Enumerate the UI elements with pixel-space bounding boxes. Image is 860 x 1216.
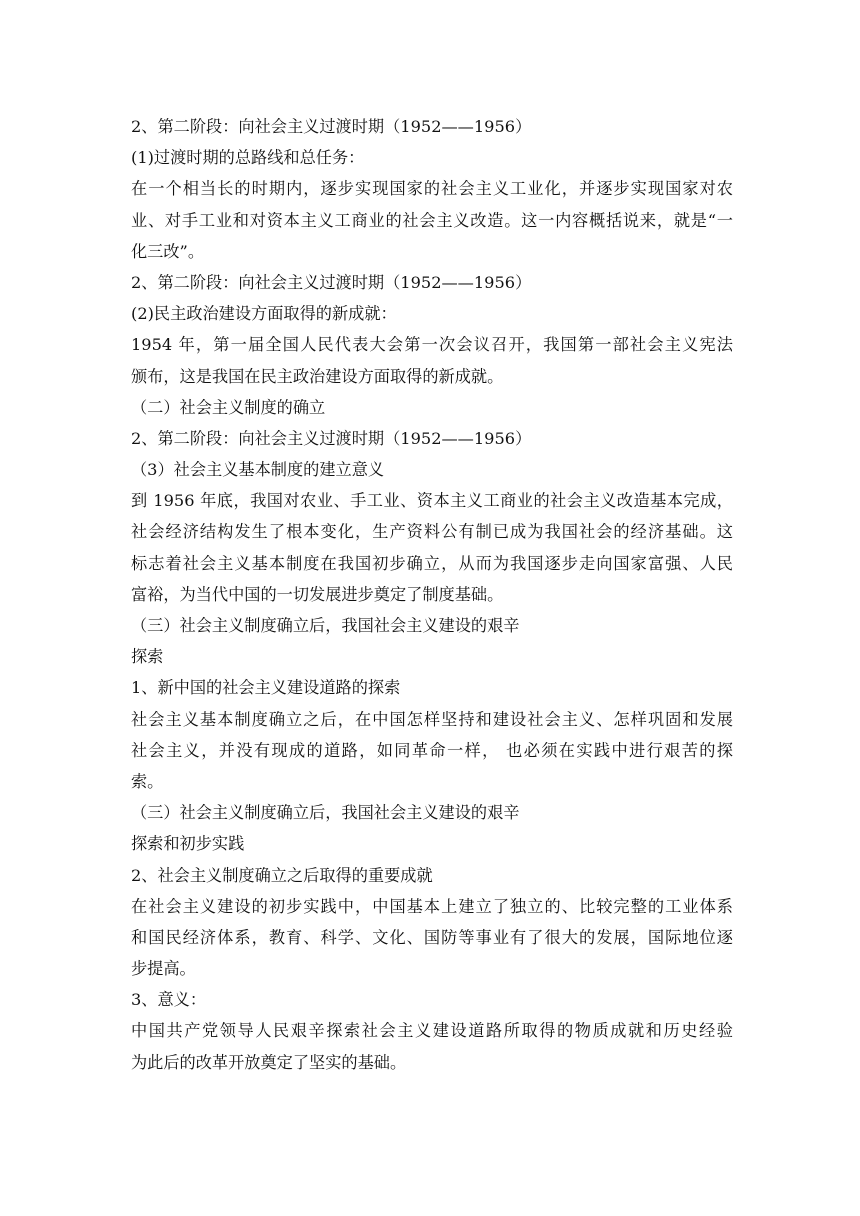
paragraph-line: 业、对手工业和对资本主义工商业的社会主义改造。这一内容概括说来，就是“一 <box>131 210 733 230</box>
paragraph-line: 在一个相当长的时期内，逐步实现国家的社会主义工业化，并逐步实现国家对农 <box>131 179 733 199</box>
document-body <box>131 111 733 1078</box>
paragraph-line: 中国共产党领导人民艰辛探索社会主义建设道路所取得的物质成就和历史经验 <box>131 1021 733 1041</box>
paragraph-line: 社会经济结构发生了根本变化，生产资料公有制已成为我国社会的经济基础。这 <box>131 522 733 542</box>
paragraph-line: 索。 <box>131 771 164 791</box>
paragraph-line: 标志着社会主义基本制度在我国初步确立，从而为我国逐步走向国家富强、人民 <box>131 553 733 573</box>
section-heading: （三）社会主义制度确立后，我国社会主义建设的艰辛 <box>131 616 520 635</box>
section-heading: 2、第二阶段：向社会主义过渡时期（1952——1956） <box>131 117 532 136</box>
subsection-heading: 3、意义： <box>131 990 207 1010</box>
paragraph-line: 颁布，这是我国在民主政治建设方面取得的新成就。 <box>131 366 504 386</box>
paragraph-line: 到 1956 年底，我国对农业、手工业、资本主义工商业的社会主义改造基本完成， <box>131 491 733 511</box>
subsection-heading: 2、社会主义制度确立之后取得的重要成就 <box>131 865 433 885</box>
subsection-heading: （3）社会主义基本制度的建立意义 <box>131 460 385 480</box>
paragraph-line: 社会主义，并没有现成的道路，如同革命一样， 也必须在实践中进行艰苦的探 <box>131 740 733 760</box>
paragraph-line: 和国民经济体系，教育、科学、文化、国防等事业有了很大的发展，国际地位逐 <box>131 927 733 947</box>
section-heading: （二）社会主义制度的确立 <box>131 397 326 417</box>
section-heading: 2、第二阶段：向社会主义过渡时期（1952——1956） <box>131 272 532 292</box>
paragraph-line: 为此后的改革开放奠定了坚实的基础。 <box>131 1052 407 1072</box>
paragraph-line: 富裕，为当代中国的一切发展进步奠定了制度基础。 <box>131 584 504 604</box>
paragraph-line: 化三改”。 <box>131 241 205 261</box>
subsection-heading: (2)民主政治建设方面取得的新成就： <box>131 304 397 324</box>
subsection-heading: (1)过渡时期的总路线和总任务： <box>131 148 365 168</box>
subsection-heading: 1、新中国的社会主义建设道路的探索 <box>131 678 401 698</box>
paragraph-line: 社会主义基本制度确立之后，在中国怎样坚持和建设社会主义、怎样巩固和发展 <box>131 709 733 729</box>
section-heading: 探索和初步实践 <box>131 834 245 854</box>
section-heading: （三）社会主义制度确立后，我国社会主义建设的艰辛 <box>131 803 520 823</box>
paragraph-line: 1954 年，第一届全国人民代表大会第一次会议召开，我国第一部社会主义宪法 <box>131 335 733 355</box>
section-heading: 探索 <box>131 647 164 667</box>
section-heading: 2、第二阶段：向社会主义过渡时期（1952——1956） <box>131 428 532 448</box>
paragraph-line: 在社会主义建设的初步实践中，中国基本上建立了独立的、比较完整的工业体系 <box>131 896 733 916</box>
paragraph-line: 步提高。 <box>131 959 196 979</box>
